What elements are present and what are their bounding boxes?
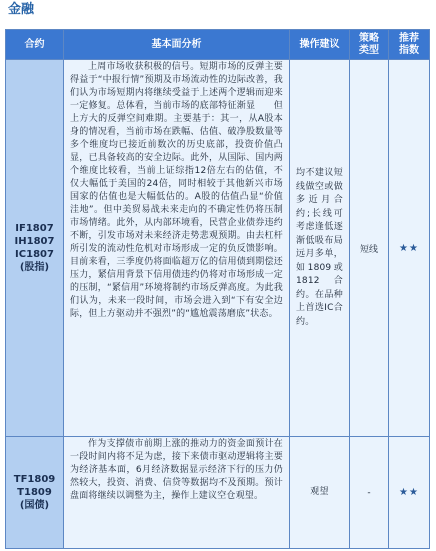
rating-stars: ★★ xyxy=(389,60,430,437)
strategy-cell: 短线 xyxy=(350,60,389,437)
analysis-cell: 作为支撑债市前期上涨的推动力的资金面预计在一段时间内将不足为虑，接下来债市驱动逻辑将主要为经济基本面，6月经济数据显示经济下行的压力仍然较大，投资、消费、信贷等数据均不及预期。预计盘面将继续以调整为主，操作上建议空仓观望。 xyxy=(64,437,290,549)
header-advice: 操作建议 xyxy=(290,30,350,60)
advice-cell: 观望 xyxy=(290,437,350,549)
rating-stars: ★★ xyxy=(389,437,430,549)
header-contract: 合约 xyxy=(6,30,64,60)
analysis-cell: 上周市场收获积极的信号。短期市场的反弹主要得益于“中报行情”预期及市场流动性的边际改善，我们认为市场短期内将继续受益于上述两个逻辑而迎来一定修复。总体看，当前市场的底部特征渐显 但上方大的反弹空间难期。主要基于：其一，从A股本身的情况看，当前市场在跌幅、估值、破净股数量等多个维度均已接近前数次的历史底部，投资价值凸显，已具备较高的安全边际。此外，从国际、国内两个维度比较看，当前上证综指12倍左右的估值，不仅大幅低于美国的24倍，同时相较于其他新兴市场国家的估值也是大幅低估的。A股的估值凸显“价值洼地”。但中美贸易战未来走向的不确定性仍将压制市场情绪。此外，从内部环境看，民营企业债券违约不断，引发市场对未来经济走势悲观预期。由去杠杆所引发的流动性危机对市场形成一定的负反馈影响。目前来看，三季度仍将面临超万亿的信用债到期偿还压力，紧信用背景下信用债违约仍将对市场形成一定的压制，“紧信用”环境将制约市场反弹高度。为此我们认为，未来一段时间，市场会进入到“下有安全边际，但上方驱动并不强烈”的“尴尬震荡磨底”状态。 xyxy=(64,60,290,437)
table-header-row xyxy=(6,30,430,60)
table-row-index-futures xyxy=(6,60,430,437)
strategy-cell: - xyxy=(350,437,389,549)
futures-strategy-table xyxy=(5,29,430,549)
header-analysis: 基本面分析 xyxy=(64,30,290,60)
contract-cell: TF1809 T1809 (国债) xyxy=(6,437,64,549)
section-title: 金融 xyxy=(8,2,35,17)
contract-cell: IF1807 IH1807 IC1807 (股指) xyxy=(6,60,64,437)
header-strategy: 策略 类型 xyxy=(350,30,389,60)
header-rating: 推荐 指数 xyxy=(389,30,430,60)
table-row-treasury-futures xyxy=(6,437,430,549)
advice-cell: 均不建议短线做空或做多近月合约;长线可考虑逢低逐渐低吸布局远月多单，如1809或1812合约。在品种上首选IC合约。 xyxy=(290,60,350,437)
